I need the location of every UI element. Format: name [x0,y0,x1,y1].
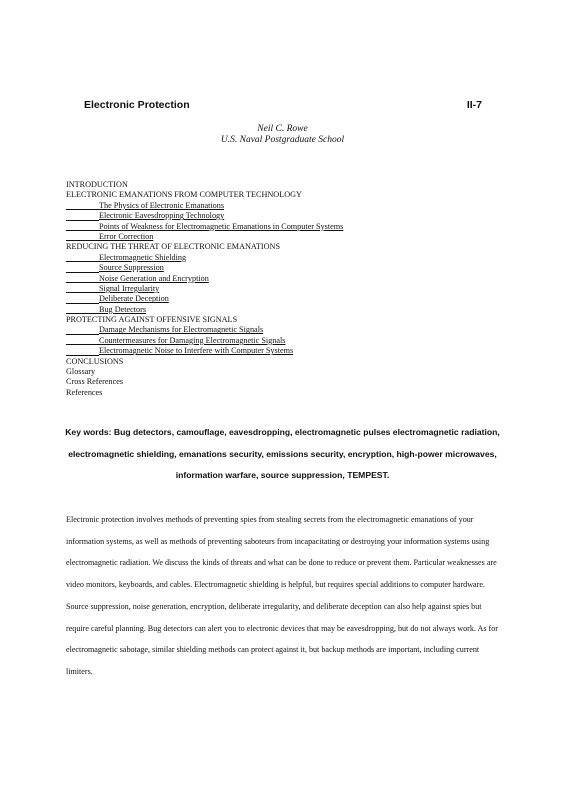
toc-entry-text: Cross References [66,377,124,387]
toc-subsection [66,274,506,284]
toc-entry-text: Electromagnetic Shielding [99,252,187,262]
toc-entry-text: Electromagnetic Noise to Interfere with Computer Systems [99,346,294,356]
toc-entry-text: Electronic Eavesdropping Technology [99,211,225,221]
toc-subsection [66,222,506,232]
toc-section [66,377,506,387]
toc-entry-text: PROTECTING AGAINST OFFENSIVE SIGNALS [66,315,238,325]
toc-section [66,190,506,200]
toc-entry-text: Bug Detectors [99,304,147,314]
toc-section [66,388,506,398]
toc-entry-text: Noise Generation and Encryption [99,273,209,283]
toc-section [66,315,506,325]
toc-subsection [66,305,506,315]
toc-entry-text: References [66,387,103,397]
toc-entry-text: INTRODUCTION [66,180,128,189]
toc-entry-text: CONCLUSIONS [66,356,124,366]
toc-subsection [66,336,506,346]
author-affiliation: U.S. Naval Postgraduate School [220,135,345,145]
toc-entry-text: Countermeasures for Damaging Electromagnetic Signals [99,335,286,345]
toc-section [66,357,506,367]
toc-entry-text: The Physics of Electronic Emanations [99,200,225,210]
toc-subsection [66,211,506,221]
toc-entry-text: Signal Irregularity [99,283,160,293]
keywords-paragraph: Key words: Bug detectors, camouflage, eavesdropping, electromagnetic pulses electromagnetic radiation, electromagnetic shielding, emanations security, emissions security, encryption, high-power microwaves, information warfare, source suppression, TEMPEST. [65,427,500,480]
toc-entry-text: REDUCING THE THREAT OF ELECTRONIC EMANATIONS [66,242,281,252]
toc-section [66,367,506,377]
toc-subsection [66,201,506,211]
toc-subsection [66,346,506,356]
abstract-paragraph: Electronic protection involves methods of preventing spies from stealing secrets from the electromagnetic emanations of your information systems, as well as methods of preventing saboteurs from incapacitating or destroying your information systems using electromagnetic radiation. We discuss the kinds of threats and what can be done to reduce or prevent them. Particular weaknesses are video monitors, keyboards, and cables. Electromagnetic shielding is helpful, but requires special additions to computer hardware. Source suppression, noise generation, encryption, deliberate irregularity, and deliberate deception can also help against spies but require careful planning. Bug detectors can alert you to electronic devices that may be eavesdropping, but do not always work. As for electromagnetic sabotage, similar shielding methods can protect against it, but backup methods are important, including current limiters. [66,515,498,676]
toc-entry-text: ELECTRONIC EMANATIONS FROM COMPUTER TECHNOLOGY [66,190,302,200]
table-of-contents [66,180,506,398]
toc-section [66,180,506,190]
running-header-title: Electronic Protection [84,99,190,111]
toc-entry-text: Source Suppression [99,263,164,273]
toc-entry-text: Damage Mechanisms for Electromagnetic Signals [99,325,264,335]
author-block [0,124,565,146]
toc-subsection [66,294,506,304]
toc-entry-text: Points of Weakness for Electromagnetic Emanations in Computer Systems [99,221,344,231]
running-header-code: II-7 [466,99,482,111]
toc-subsection [66,253,506,263]
toc-entry-text: Error Correction [99,231,154,241]
toc-subsection [66,325,506,335]
toc-subsection [66,263,506,273]
author-name: Neil C. Rowe [257,124,308,134]
toc-entry-text: Glossary [66,367,96,377]
toc-entry-text: Deliberate Deception [99,294,169,304]
toc-subsection [66,232,506,242]
toc-subsection [66,284,506,294]
toc-section [66,242,506,252]
